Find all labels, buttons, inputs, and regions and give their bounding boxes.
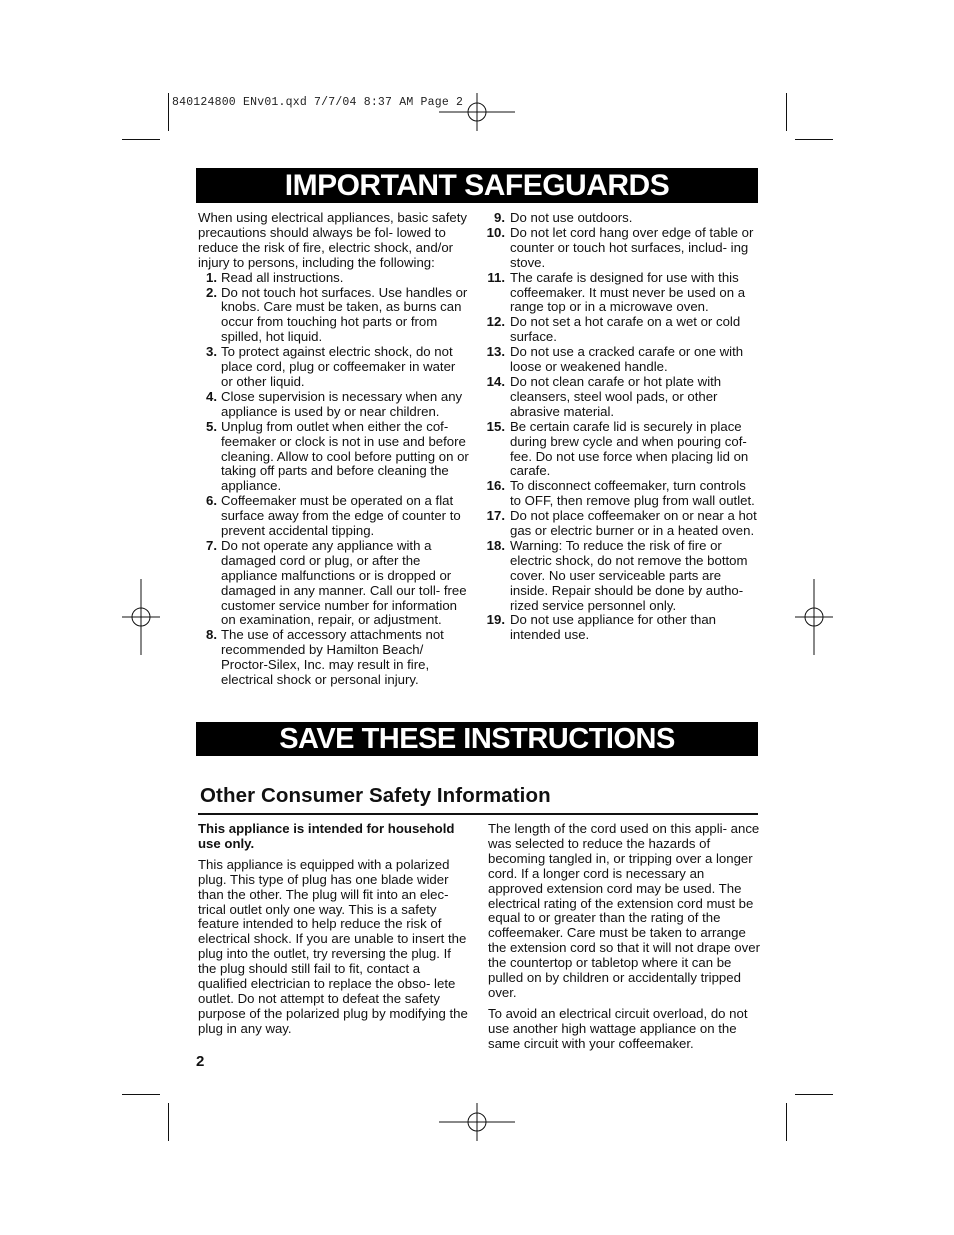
crop-mark-top-left-vertical bbox=[168, 93, 169, 131]
item-text: Do not use appliance for other than intended use. bbox=[510, 612, 717, 643]
item-text: The carafe is designed for use with this coffeemaker. It must never be used on a range top or in a microwave oven. bbox=[510, 269, 746, 315]
list-item bbox=[484, 211, 758, 226]
list-item bbox=[198, 345, 470, 390]
list-item bbox=[198, 286, 470, 346]
crop-mark-bottom-right-horizontal bbox=[795, 1094, 833, 1095]
crop-mark-top-right-vertical bbox=[786, 93, 787, 131]
registration-mark-right-icon bbox=[795, 579, 833, 655]
safeguards-right-column bbox=[484, 211, 758, 643]
list-item bbox=[198, 390, 470, 420]
item-text: Do not clean carafe or hot plate with cleansers, steel wool pads, or other abrasive material. bbox=[510, 373, 722, 419]
list-item bbox=[484, 539, 758, 614]
crop-mark-bottom-right-vertical bbox=[786, 1103, 787, 1141]
crop-mark-bottom-left-horizontal bbox=[122, 1094, 160, 1095]
list-item bbox=[484, 315, 758, 345]
item-number: 8. bbox=[206, 627, 217, 643]
list-item bbox=[198, 628, 470, 688]
item-number: 13. bbox=[486, 344, 505, 360]
important-safeguards-banner: IMPORTANT SAFEGUARDS bbox=[196, 168, 758, 203]
section-title: Other Consumer Safety Information bbox=[200, 784, 551, 807]
list-item bbox=[198, 539, 470, 628]
safeguards-left-column bbox=[198, 211, 470, 688]
item-number: 17. bbox=[486, 508, 505, 524]
list-item bbox=[484, 420, 758, 480]
list-item bbox=[484, 509, 758, 539]
list-item bbox=[484, 613, 758, 643]
circuit-overload-paragraph: To avoid an electrical circuit overload, do not use another high wattage appliance on the same circuit with your coffeemaker. bbox=[488, 1005, 748, 1051]
item-number: 7. bbox=[206, 537, 217, 553]
item-text: Do not set a hot carafe on a wet or cold surface. bbox=[510, 314, 741, 345]
item-text: Close supervision is necessary when any appliance is used by or near children. bbox=[221, 388, 463, 419]
list-item bbox=[484, 345, 758, 375]
item-number: 1. bbox=[206, 269, 217, 285]
registration-mark-bottom-icon bbox=[439, 1103, 515, 1141]
item-number: 16. bbox=[486, 478, 505, 494]
section-divider bbox=[198, 813, 758, 815]
list-item bbox=[198, 420, 470, 495]
item-number: 4. bbox=[206, 388, 217, 404]
safeguards-list-left bbox=[198, 271, 470, 688]
item-text: To protect against electric shock, do not place cord, plug or coffeemaker in water or other liquid. bbox=[221, 344, 456, 389]
item-number: 18. bbox=[486, 537, 505, 553]
list-item bbox=[198, 494, 470, 539]
item-number: 5. bbox=[206, 418, 217, 434]
save-instructions-banner: SAVE THESE INSTRUCTIONS bbox=[196, 722, 758, 756]
safeguards-intro: When using electrical appliances, basic safety precautions should always be fol- lowed to reduce the risk of fire, electric shock, and/or injury to persons, including the following: bbox=[198, 210, 468, 270]
item-text: Be certain carafe lid is securely in place during brew cycle and when pouring cof- fee. Do not use force when placing lid on carafe. bbox=[510, 418, 749, 479]
item-text: Do not use outdoors. bbox=[510, 210, 633, 225]
crop-mark-top-right-horizontal bbox=[795, 139, 833, 140]
list-item bbox=[484, 271, 758, 316]
item-number: 3. bbox=[206, 344, 217, 360]
item-number: 19. bbox=[486, 612, 505, 628]
polarized-plug-paragraph: This appliance is equipped with a polarized plug. This type of plug has one blade wider than the other. The plug will fit into an elec- trical outlet only one way. This is a safety feature intended to help reduce the risk of electrical shock. If you are unable to insert the plug into the outlet, try reversing the plug. If the plug should still fail to fit, contact a qualified electrician to replace the obso- lete outlet. Do not attempt to defeat the safety purpose of the polarized plug by modifying the plug in any way. bbox=[198, 856, 468, 1036]
printer-slug: 840124800 ENv01.qxd 7/7/04 8:37 AM Page 2 bbox=[172, 96, 464, 109]
item-text: Do not use a cracked carafe or one with loose or weakened handle. bbox=[510, 344, 744, 375]
item-text: Warning: To reduce the risk of fire or electric shock, do not remove the bottom cover. No user serviceable parts are inside. Repair should be done by autho- rized service personnel only. bbox=[510, 537, 748, 613]
item-text: Do not place coffeemaker on or near a hot gas or electric burner or in a heated oven. bbox=[510, 508, 757, 539]
list-item bbox=[484, 375, 758, 420]
item-text: Do not let cord hang over edge of table or counter or touch hot surfaces, includ- ing stove. bbox=[510, 224, 754, 270]
item-number: 10. bbox=[486, 224, 505, 240]
item-number: 12. bbox=[486, 314, 505, 330]
list-item bbox=[484, 479, 758, 509]
item-number: 14. bbox=[486, 373, 505, 389]
cord-length-paragraph: The length of the cord used on this appli- ance was selected to reduce the hazards of becoming tangled in, or tripping over a longer cord. If a longer cord is necessary an approved extension cord may be used. The electrical rating of the extension cord must be equal to or greater than the rating of the coffeemaker. Care must be taken to arrange the extension cord so that it will not drape over the countertop or tabletop where it can be pulled on by children or accidentally tripped over. bbox=[488, 821, 760, 1000]
item-number: 11. bbox=[487, 269, 505, 285]
household-use-notice: This appliance is intended for household use only. bbox=[198, 821, 455, 851]
safety-info-left-column bbox=[198, 822, 470, 1037]
item-text: Do not operate any appliance with a damaged cord or plug, or after the appliance malfunctions or is dropped or damaged in any manner. Call our toll- free customer service number for information on examination, repair, or adjustment. bbox=[221, 537, 467, 628]
item-text: Do not touch hot surfaces. Use handles or knobs. Care must be taken, as burns can occur from touching hot parts or from spilled, hot liquid. bbox=[221, 284, 468, 345]
item-number: 2. bbox=[206, 284, 217, 300]
safety-info-right-column bbox=[488, 822, 760, 1052]
item-text: Unplug from outlet when either the cof- feemaker or clock is not in use and before cleaning. Allow to cool before putting on or taking off parts and before cleaning the appliance. bbox=[221, 418, 469, 494]
safeguards-list-right bbox=[484, 211, 758, 643]
item-text: Coffeemaker must be operated on a flat surface away from the edge of counter to prevent accidental tipping. bbox=[221, 493, 461, 539]
crop-mark-top-left-horizontal bbox=[122, 139, 160, 140]
crop-mark-bottom-left-vertical bbox=[168, 1103, 169, 1141]
item-text: The use of accessory attachments not recommended by Hamilton Beach/ Proctor-Silex, Inc. may result in fire, electrical shock or personal injury. bbox=[221, 627, 444, 688]
item-number: 15. bbox=[486, 418, 505, 434]
registration-mark-top-icon bbox=[439, 93, 515, 131]
item-text: Read all instructions. bbox=[221, 269, 344, 285]
list-item bbox=[484, 226, 758, 271]
page-number: 2 bbox=[196, 1053, 205, 1070]
item-text: To disconnect coffeemaker, turn controls to OFF, then remove plug from wall outlet. bbox=[510, 478, 755, 509]
item-number: 6. bbox=[206, 493, 217, 509]
list-item bbox=[198, 271, 470, 286]
item-number: 9. bbox=[494, 210, 505, 225]
registration-mark-left-icon bbox=[122, 579, 160, 655]
